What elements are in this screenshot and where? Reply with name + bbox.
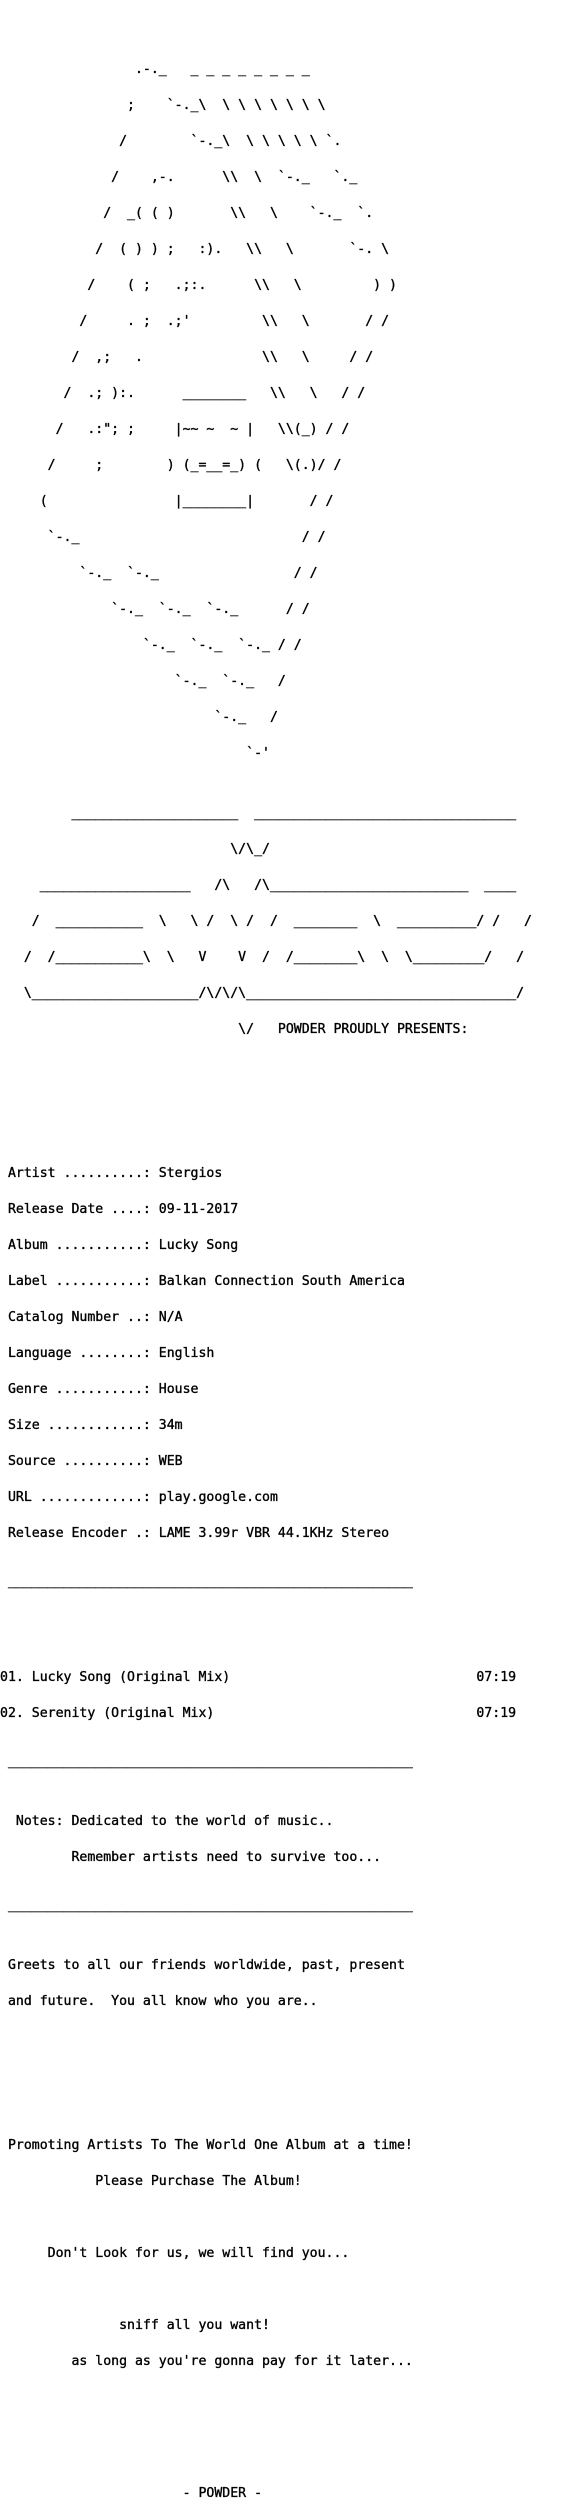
logo-art-line: `-._ `-._ / / — [0, 566, 318, 581]
release-info-url: URL .............: play.google.com — [0, 1490, 278, 1505]
title-art-line: \/\_/ — [0, 842, 270, 857]
signature: - POWDER - — [0, 2486, 263, 2501]
track-item: 02. Serenity (Original Mix) 07:19 — [0, 1706, 517, 1721]
nfo-document — [0, 28, 568, 2512]
release-info-size: Size ............: 34m — [0, 1418, 183, 1433]
release-info-language: Language ........: English — [0, 1346, 215, 1361]
logo-art-line: / ( ; .;:. \\ \ ) ) — [0, 278, 397, 293]
presents-heading: \/ POWDER PROUDLY PRESENTS: — [0, 1022, 469, 1037]
greets-line: Greets to all our friends worldwide, past, present — [0, 1958, 405, 1973]
logo-art-line: / ,; . \\ \ / / — [0, 350, 374, 365]
blank-line — [0, 2440, 568, 2452]
blank-line — [0, 1612, 568, 1624]
notes-line: Notes: Dedicated to the world of music.. — [0, 1814, 334, 1829]
logo-art-line: ( |________| / / — [0, 494, 334, 509]
release-info-label: Label ...........: Balkan Connection South America — [0, 1274, 405, 1289]
logo-art-line: .-._ _ _ _ _ _ _ _ _ — [0, 62, 310, 77]
title-art-line: / /___________\ \ V V / /________\ \ \_________/ / — [0, 950, 525, 965]
slogan-line: Please Purchase The Album! — [0, 2174, 302, 2189]
slogan-line: Promoting Artists To The World One Album at a time! — [0, 2138, 413, 2153]
notes-line: Remember artists need to survive too... — [0, 1850, 382, 1865]
logo-art-line: ; `-._\ \ \ \ \ \ \ \ — [0, 98, 326, 113]
blank-line — [0, 1108, 568, 1120]
logo-art-line: `-._ `-._ `-._ / / — [0, 602, 310, 617]
release-info-catalog: Catalog Number ..: N/A — [0, 1310, 183, 1325]
divider: ___________________________________________________ — [0, 1754, 413, 1769]
logo-art-line: / _( ( ) \\ \ `-._ `. — [0, 206, 374, 221]
logo-art-line: `-' — [0, 746, 270, 761]
release-info-encoder: Release Encoder .: LAME 3.99r VBR 44.1KHz Stereo — [0, 1526, 390, 1541]
divider: ___________________________________________________ — [0, 1574, 413, 1589]
track-item: 01. Lucky Song (Original Mix) 07:19 — [0, 1670, 517, 1685]
logo-art-line: / . ; .;' \\ \ / / — [0, 314, 390, 329]
logo-art-line: / ,-. \\ \ `-._ `._ — [0, 170, 358, 185]
release-info-album: Album ...........: Lucky Song — [0, 1238, 239, 1253]
release-info-genre: Genre ...........: House — [0, 1382, 199, 1397]
logo-art-line: `-._ / / — [0, 530, 326, 545]
greets-line: and future. You all know who you are.. — [0, 1994, 318, 2009]
release-info-source: Source ..........: WEB — [0, 1454, 183, 1469]
logo-art-line: / ; ) (_=__=_) ( \(.)/ / — [0, 458, 342, 473]
blank-line — [0, 2212, 568, 2224]
blank-line — [0, 2404, 568, 2416]
divider: ___________________________________________________ — [0, 1898, 413, 1913]
release-info-artist: Artist ..........: Stergios — [0, 1166, 223, 1181]
blank-line — [0, 2080, 568, 2092]
blank-line — [0, 2044, 568, 2056]
release-info-date: Release Date ....: 09-11-2017 — [0, 1202, 239, 1217]
blank-line — [0, 2284, 568, 2296]
title-art-line: / ___________ \ \ / \ / / ________ \ __________/ / / — [0, 914, 532, 929]
logo-art-line: / `-._\ \ \ \ \ \ `. — [0, 134, 342, 149]
logo-art-line: `-._ `-._ `-._ / / — [0, 638, 302, 653]
slogan-line: sniff all you want! — [0, 2318, 270, 2333]
logo-art-line: `-._ / — [0, 710, 278, 725]
logo-art-line: / ( ) ) ; :). \\ \ `-. \ — [0, 242, 390, 257]
slogan-line: Don't Look for us, we will find you... — [0, 2246, 350, 2261]
title-art-line: ___________________ /\ /\_________________________ ____ — [0, 878, 517, 893]
title-art-line: \_____________________/\/\/\__________________________________/ — [0, 986, 525, 1001]
logo-art-line: / .:"; ; |~~ ~ ~ | \\(_) / / — [0, 422, 350, 437]
blank-line — [0, 1072, 568, 1084]
logo-art-line: / .; ):. ________ \\ \ / / — [0, 386, 366, 401]
logo-art-line: `-._ `-._ / — [0, 674, 286, 689]
title-art-line: _____________________ _________________________________ — [0, 806, 517, 821]
slogan-line: as long as you're gonna pay for it later... — [0, 2354, 413, 2369]
